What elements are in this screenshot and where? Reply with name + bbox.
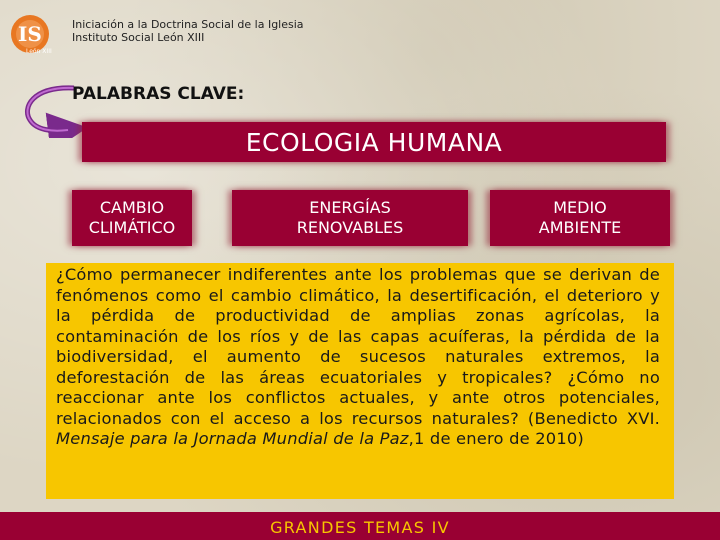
header-line-1: Iniciación a la Doctrina Social de la Iglesia: [72, 18, 304, 31]
header-line-2: Instituto Social León XIII: [72, 31, 205, 44]
main-keyword-box: [82, 122, 666, 162]
footer-label: GRANDES TEMAS IV: [270, 518, 450, 537]
quote-source-tail: ,1 de enero de 2010): [408, 429, 584, 448]
keyword-3-line-2: AMBIENTE: [538, 218, 622, 237]
keywords-title: PALABRAS CLAVE:: [72, 84, 245, 104]
keyword-2-line-1: ENERGÍAS: [309, 198, 391, 217]
keyword-3-line-1: MEDIO: [553, 198, 607, 217]
quote-text: ¿Cómo permanecer indiferentes ante los problemas que se derivan de fenómenos como el cambio climático, la desertificación, el deterioro y la pérdida de productividad de amplias zonas agrícolas, la contaminación de los ríos y de las capas acuíferas, la pérdida de la biodiversidad, el aumento de sucesos naturales extremos, la deforestación de las áreas ecuatoriales y tropicales? ¿Cómo no reaccionar ante los conflictos actuales, y ante otros potenciales, relacionados con el acceso a los recursos naturales? (Benedicto XVI.: [56, 265, 660, 428]
institute-logo: [6, 12, 60, 56]
keyword-box-3: [490, 190, 670, 246]
keyword-1-line-1: CAMBIO: [99, 198, 165, 217]
main-keyword: ECOLOGIA HUMANA: [245, 127, 503, 157]
logo-subtext: León XIII: [26, 48, 52, 55]
keyword-1-line-2: CLIMÁTICO: [88, 218, 176, 237]
quote-source-title: Mensaje para la Jornada Mundial de la Paz: [56, 429, 409, 448]
logo-text: IS: [18, 22, 42, 46]
keyword-2-line-2: RENOVABLES: [296, 218, 404, 237]
header-text: [72, 18, 304, 44]
keyword-box-2: [232, 190, 468, 246]
keyword-box-1: [72, 190, 192, 246]
quote-box: [46, 263, 674, 499]
footer-bar: [0, 512, 720, 540]
